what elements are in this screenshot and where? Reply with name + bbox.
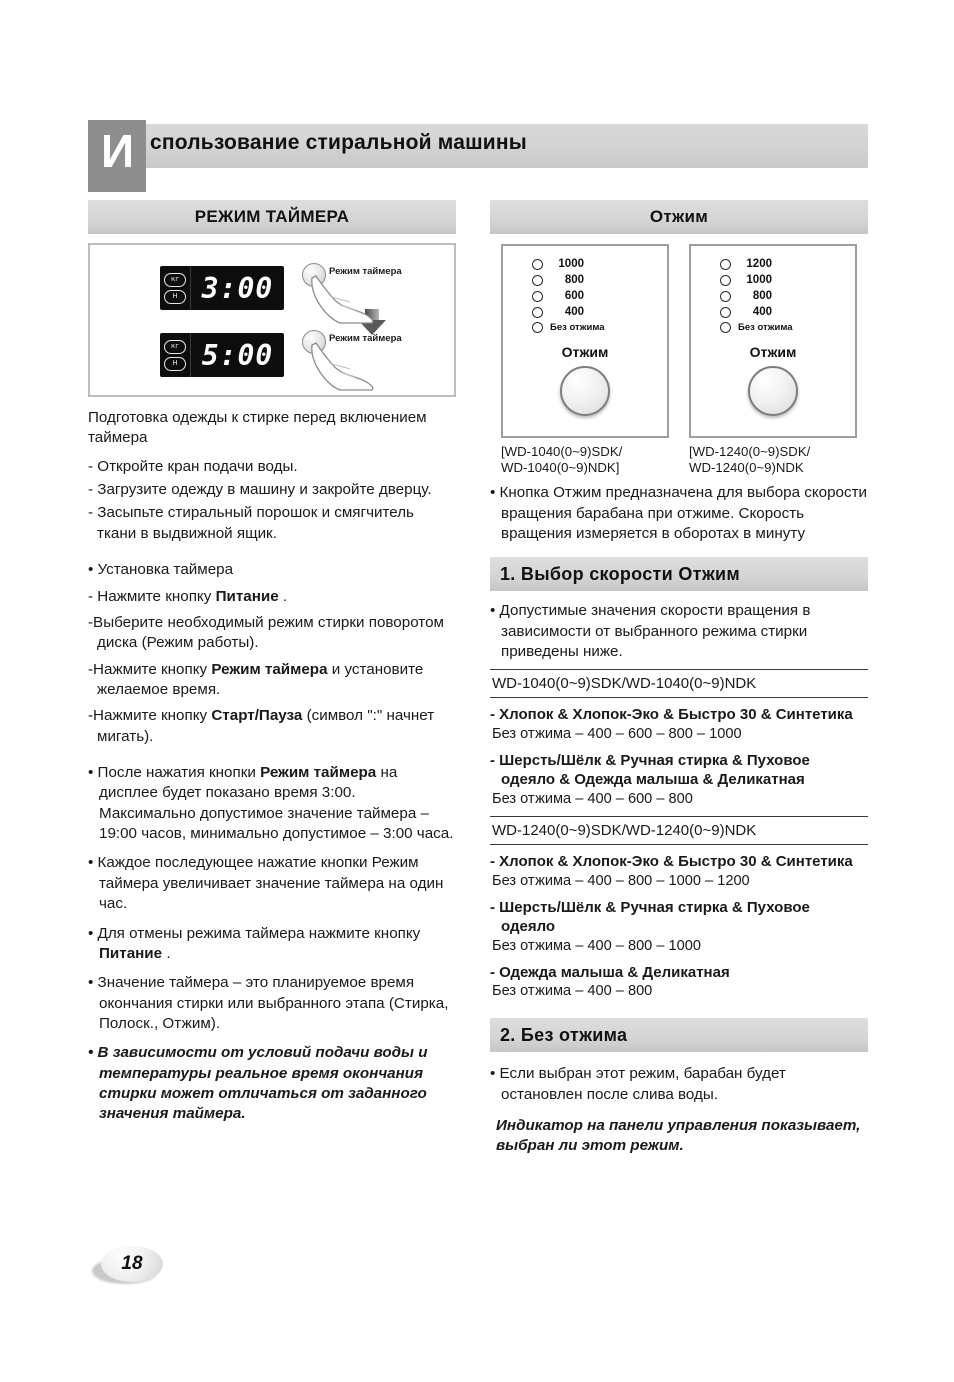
spin-option-label: 600 — [564, 290, 584, 302]
note-bold: Режим таймера — [260, 764, 377, 782]
setup-step-bold: Питание — [215, 587, 279, 605]
spin-panel-caption — [689, 444, 857, 475]
table-rule — [490, 844, 868, 845]
page-number-value: 18 — [101, 1246, 163, 1282]
caption-line: WD-1240(0~9)NDK — [689, 459, 804, 475]
speed-values: Без отжима – 400 – 800 – 1000 – 1200 — [492, 872, 750, 889]
spin-panel-graphic — [689, 244, 857, 438]
model-name: WD-1040(0~9)SDK/WD-1040(0~9)NDK — [492, 675, 757, 693]
timer-note — [88, 763, 456, 844]
spin-option-no-spin[interactable] — [720, 322, 826, 333]
radio-indicator-icon — [532, 322, 543, 333]
lcd-h-icon: Н — [164, 290, 186, 304]
setup-step-post: и установите желаемое время. — [97, 660, 424, 698]
note-post: . — [162, 944, 171, 962]
timer-note — [88, 924, 456, 965]
note-pre: • После нажатия кнопки — [88, 764, 261, 782]
speed-spec-row — [490, 853, 868, 891]
speed-table-wd1040 — [490, 669, 868, 809]
prep-step: - Загрузите одежду в машину и закройте дверцу. — [88, 481, 432, 499]
prep-step: - Засыпьте стиральный порошок и смягчитель ткани в выдвижной ящик. — [88, 504, 414, 542]
spin-knob-button[interactable] — [748, 366, 798, 416]
spin-option-label: 400 — [564, 306, 584, 318]
note-pre: • Каждое последующее нажатие кнопки Режим таймера увеличивает значение таймера на один час. — [88, 854, 444, 913]
lcd-time-value-bottom: 5:00 — [201, 338, 274, 372]
radio-indicator-icon — [532, 259, 543, 270]
section2-header: 2. Без отжима — [490, 1018, 868, 1052]
speed-spec-row — [490, 752, 868, 809]
page-number-badge — [92, 1246, 166, 1286]
spin-knob-button[interactable] — [560, 366, 610, 416]
spin-option-label: 800 — [752, 290, 772, 302]
spin-option-label: Без отжима — [738, 322, 793, 333]
caption-line: [WD-1040(0~9)SDK/ — [501, 444, 623, 459]
spin-panel-title: Отжим — [749, 344, 797, 360]
spin-speed-options — [532, 258, 638, 337]
spin-option[interactable] — [532, 274, 638, 286]
setup-step-post: . — [278, 587, 288, 605]
radio-indicator-icon — [720, 291, 731, 302]
right-column — [490, 200, 868, 1159]
speed-values: Без отжима – 400 – 800 — [492, 983, 653, 1000]
section-1-speed-selection — [490, 557, 868, 1001]
setup-step-bold: Режим таймера — [211, 660, 328, 678]
spin-option-label: 1200 — [746, 258, 772, 270]
speed-values: Без отжима – 400 – 800 – 1000 — [492, 937, 701, 954]
caption-line: [WD-1240(0~9)SDK/ — [689, 444, 811, 459]
radio-indicator-icon — [532, 307, 543, 318]
setup-step-post: (символ ":" начнет мигать). — [97, 707, 435, 745]
lcd-kg-icon: кг — [164, 273, 186, 287]
note-pre: • Значение таймера – это планируемое время окончания стирки или выбранного этапа (Стирка, Полоск., Отжим). — [88, 974, 449, 1032]
spin-panel-graphic — [501, 244, 669, 438]
preparation-heading: Подготовка одежды к стирке перед включением таймера — [88, 409, 427, 447]
table-rule — [490, 697, 868, 698]
spin-panel-row — [490, 244, 868, 475]
note-bold: Питание — [99, 944, 163, 962]
spin-panel-wd1240 — [689, 244, 857, 475]
timer-setup-section — [88, 560, 456, 747]
speed-spec-row — [490, 964, 868, 1002]
program-list: - Шерсть/Шёлк & Ручная стирка & Пуховое одеяло & Одежда малыша & Деликатная — [490, 752, 810, 789]
spin-option[interactable] — [532, 290, 638, 302]
section-header-timer: РЕЖИМ ТАЙМЕРА — [88, 200, 456, 234]
timer-button-press-bottom — [302, 330, 452, 390]
spin-option[interactable] — [720, 274, 826, 286]
timer-illustration — [88, 243, 456, 397]
program-list: - Хлопок & Хлопок-Эко & Быстро 30 & Синтетика — [490, 706, 853, 724]
program-list: - Шерсть/Шёлк & Ручная стирка & Пуховое одеяло — [490, 898, 810, 935]
spin-option-no-spin[interactable] — [532, 322, 638, 333]
speed-values: Без отжима – 400 – 600 – 800 – 1000 — [492, 726, 742, 743]
setup-step — [88, 587, 456, 607]
speed-values: Без отжима – 400 – 600 – 800 — [492, 790, 693, 807]
timer-note — [88, 973, 456, 1034]
spin-panel-wd1040 — [501, 244, 669, 475]
timer-button-label-top: Режим таймера — [329, 266, 402, 277]
section2-italic-note: Индикатор на панели управления показывает, выбран ли этот режим. — [496, 1117, 861, 1155]
spin-option-label: Без отжима — [550, 322, 605, 333]
timer-note — [88, 853, 456, 914]
radio-indicator-icon — [720, 322, 731, 333]
spin-option[interactable] — [720, 306, 826, 318]
pointing-hand-icon — [310, 272, 382, 324]
section-header-spin: Отжим — [490, 200, 868, 234]
setup-step — [88, 706, 456, 747]
program-list: - Хлопок & Хлопок-Эко & Быстро 30 & Синтетика — [490, 852, 853, 870]
lcd-display-bottom — [160, 333, 284, 377]
spin-option[interactable] — [720, 290, 826, 302]
lcd-icon-group-top — [160, 266, 191, 310]
preparation-section — [88, 408, 456, 544]
setup-step-pre: -Выберите необходимый режим стирки поворотом диска (Режим работы). — [88, 613, 444, 652]
section1-intro: • Допустимые значения скорости вращения в зависимости от выбранного режима стирки приведены ниже. — [490, 602, 811, 660]
left-column — [88, 200, 456, 1128]
spin-option-label: 1000 — [558, 258, 584, 270]
setup-step-pre: -Нажмите кнопку — [88, 660, 212, 678]
setup-step — [88, 613, 456, 654]
radio-indicator-icon — [720, 259, 731, 270]
setup-step-pre: - Нажмите кнопку — [88, 587, 216, 605]
note-pre: • Для отмены режима таймера нажмите кнопку — [88, 924, 421, 942]
spin-option-label: 1000 — [746, 274, 772, 286]
prep-step: - Откройте кран подачи воды. — [88, 457, 298, 475]
radio-indicator-icon — [720, 307, 731, 318]
spin-speed-options — [720, 258, 826, 337]
spin-option[interactable] — [532, 258, 638, 270]
timer-notes-section — [88, 763, 456, 1125]
section2-bullet: • Если выбран этот режим, барабан будет остановлен после слива воды. — [490, 1065, 786, 1103]
setup-step-bold: Старт/Пауза — [211, 707, 303, 725]
lcd-kg-icon: кг — [164, 340, 186, 354]
program-list: - Одежда малыша & Деликатная — [490, 963, 730, 981]
setup-step — [88, 660, 456, 701]
spin-button-description: • Кнопка Отжим предназначена для выбора скорости вращения барабана при отжиме. Скорость вращения измеряется в оборотах в минуту — [490, 484, 868, 542]
spin-panel-caption — [501, 444, 669, 475]
caption-line: WD-1040(0~9)NDK] — [501, 459, 620, 475]
note-post: на дисплее будет показано время 3:00. Максимально допустимое значение таймера – 19:00 часов, минимально допустимое – 3:00 часа. — [99, 764, 454, 843]
spin-option[interactable] — [720, 258, 826, 270]
lcd-icon-group-bottom — [160, 333, 191, 377]
chapter-dropcap: И — [88, 120, 146, 192]
setup-step-pre: -Нажмите кнопку — [88, 707, 212, 725]
section-2-no-spin — [490, 1018, 868, 1156]
pointing-hand-icon — [310, 339, 382, 391]
setup-heading: • Установка таймера — [88, 561, 234, 579]
spin-panel-title: Отжим — [561, 344, 609, 360]
spin-option[interactable] — [532, 306, 638, 318]
radio-indicator-icon — [532, 291, 543, 302]
page-title: спользование стиральной машины — [150, 131, 527, 154]
lcd-display-top — [160, 266, 284, 310]
lcd-time-value-top: 3:00 — [201, 271, 274, 305]
radio-indicator-icon — [720, 275, 731, 286]
speed-spec-row — [490, 899, 868, 956]
timer-italic-note: • В зависимости от условий подачи воды и температуры реальное время окончания стирки может отличаться от заданного значения таймера. — [88, 1044, 428, 1123]
section1-header: 1. Выбор скорости Отжим — [490, 557, 868, 591]
radio-indicator-icon — [532, 275, 543, 286]
speed-table-wd1240 — [490, 816, 868, 1001]
speed-spec-row — [490, 706, 868, 744]
lcd-h-icon: Н — [164, 357, 186, 371]
model-name: WD-1240(0~9)SDK/WD-1240(0~9)NDK — [492, 821, 757, 839]
spin-option-label: 800 — [564, 274, 584, 286]
spin-option-label: 400 — [752, 306, 772, 318]
timer-button-press-top — [302, 263, 452, 323]
timer-button-label-bottom: Режим таймера — [329, 333, 402, 344]
